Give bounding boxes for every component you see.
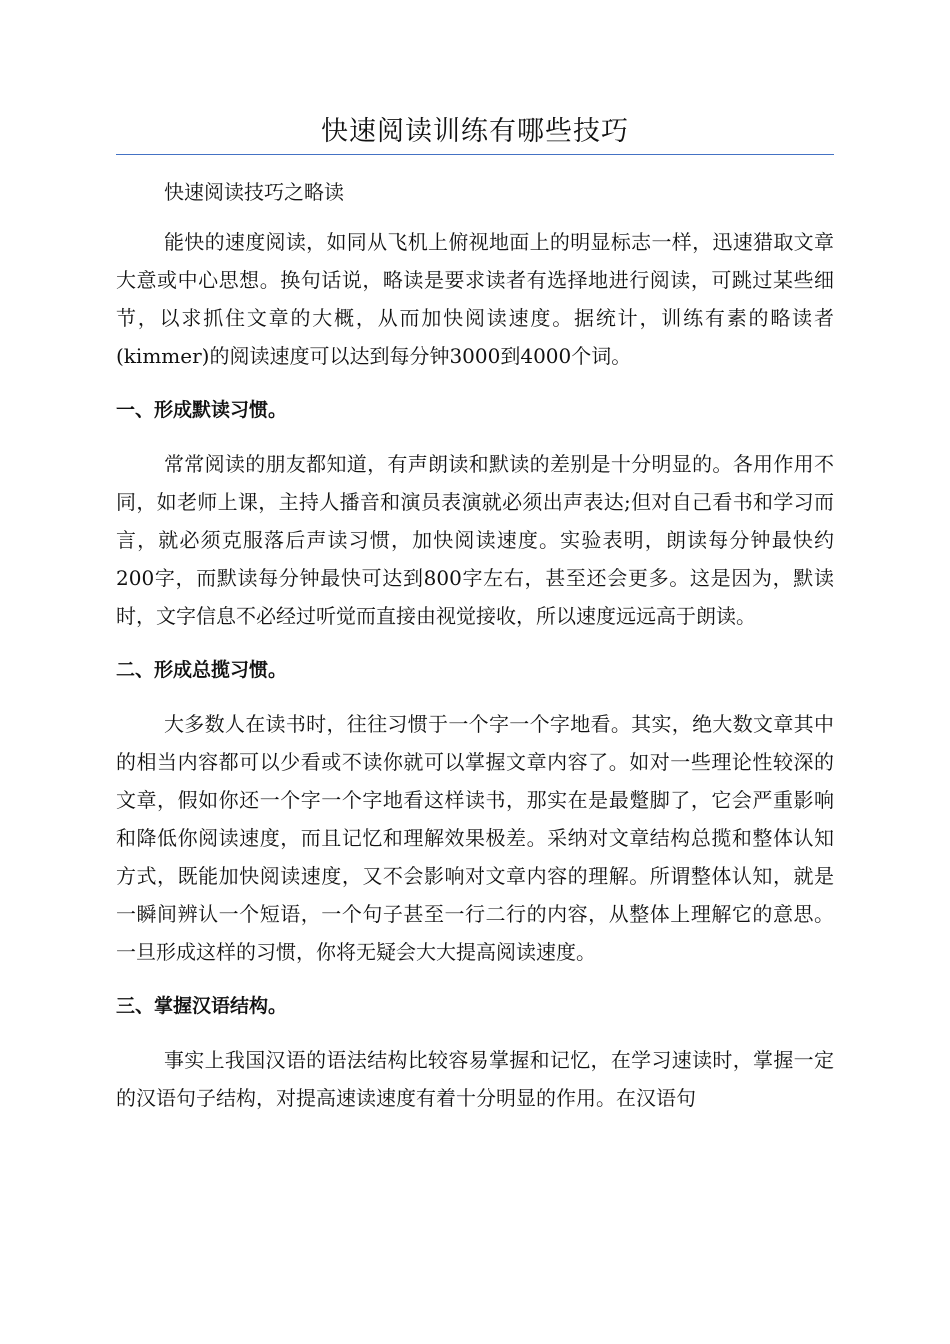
document-page	[116, 110, 834, 1133]
intro-paragraph: 能快的速度阅读，如同从飞机上俯视地面上的明显标志一样，迅速猎取文章大意或中心思想。换句话说，略读是要求读者有选择地进行阅读，可跳过某些细节，以求抓住文章的大概，从而加快阅读速度。据统计，训练有素的略读者(kimmer)的阅读速度可以达到每分钟3000到4000个词。	[116, 230, 834, 368]
section-heading-1: 一、形成默读习惯。	[116, 399, 288, 421]
section-body-3: 事实上我国汉语的语法结构比较容易掌握和记忆，在学习速读时，掌握一定的汉语句子结构，对提高速读速度有着十分明显的作用。在汉语句	[116, 1048, 834, 1110]
section-body-1: 常常阅读的朋友都知道，有声朗读和默读的差别是十分明显的。各用作用不同，如老师上课，主持人播音和演员表演就必须出声表达;但对自己看书和学习而言，就必须克服落后声读习惯，加快阅读速度。实验表明，朗读每分钟最快约200字，而默读每分钟最快可达到800字左右，甚至还会更多。这是因为，默读时，文字信息不必经过听觉而直接由视觉接收，所以速度远远高于朗读。	[116, 452, 834, 628]
document-subtitle: 快速阅读技巧之略读	[164, 180, 344, 204]
document-title: 快速阅读训练有哪些技巧	[321, 116, 629, 147]
section-heading-3: 三、掌握汉语结构。	[116, 995, 288, 1017]
section-heading-2: 二、形成总揽习惯。	[116, 659, 288, 681]
title-underline	[116, 154, 834, 155]
section-body-2: 大多数人在读书时，往往习惯于一个字一个字地看。其实，绝大数文章其中的相当内容都可以少看或不读你就可以掌握文章内容了。如对一些理论性较深的文章，假如你还一个字一个字地看这样读书，那实在是最蹩脚了，它会严重影响和降低你阅读速度，而且记忆和理解效果极差。采纳对文章结构总揽和整体认知方式，既能加快阅读速度，又不会影响对文章内容的理解。所谓整体认知，就是一瞬间辨认一个短语，一个句子甚至一行二行的内容，从整体上理解它的意思。一旦形成这样的习惯，你将无疑会大大提高阅读速度。	[116, 712, 834, 964]
